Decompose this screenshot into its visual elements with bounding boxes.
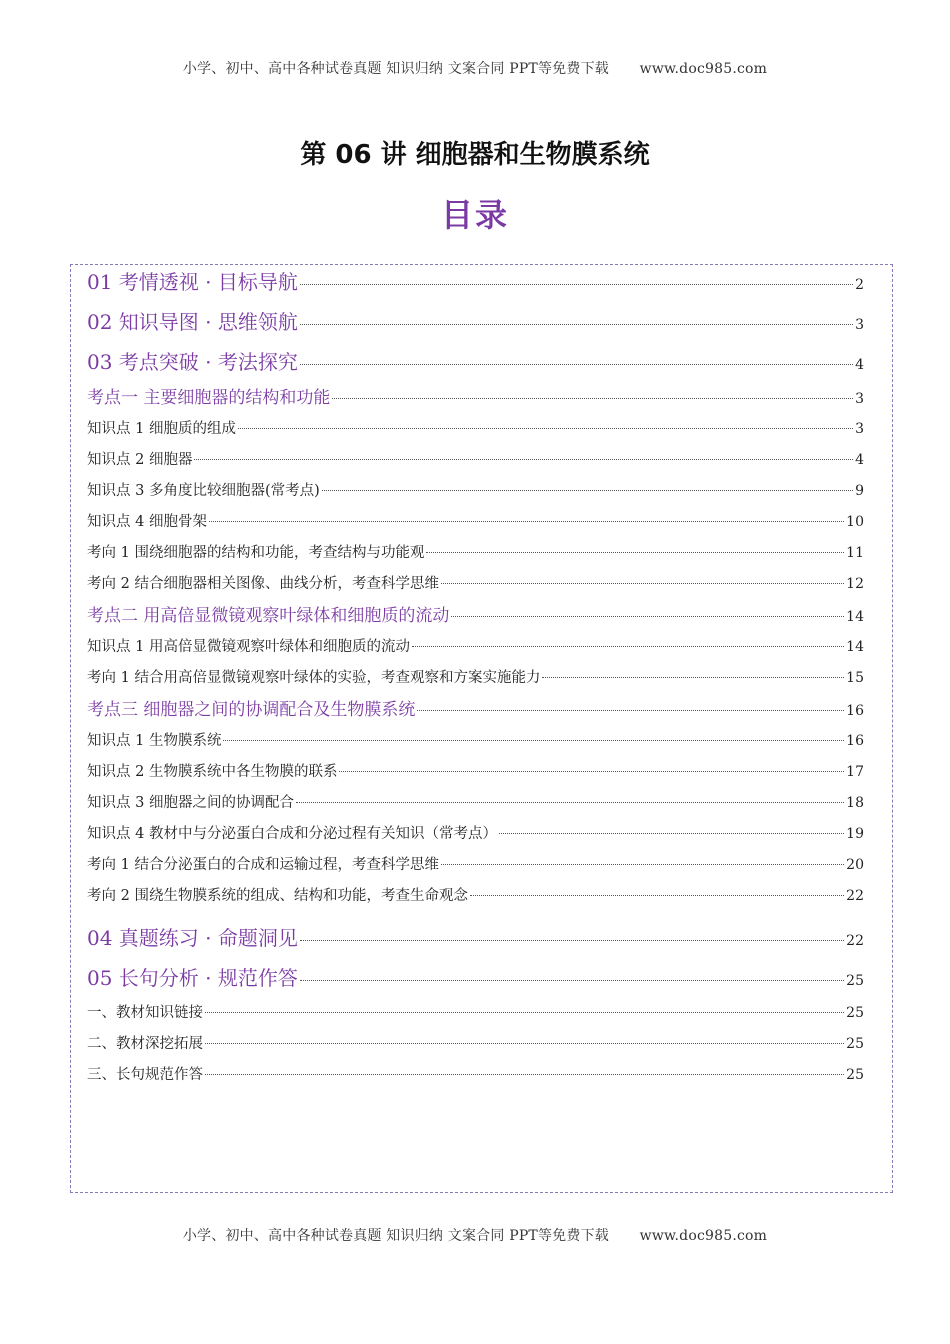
toc-entry[interactable] [87,262,864,302]
toc-leader-dots [451,616,844,617]
toc-leader-dots [542,677,844,678]
toc-entry-page: 22 [846,933,864,949]
toc-leader-dots [238,428,853,429]
toc-entry-page: 25 [846,1036,864,1052]
toc-entry-page: 17 [846,764,864,780]
toc-entry-label: 考向 2 围绕生物膜系统的组成、结构和功能，考查生命观念 [87,888,468,904]
toc-entry-page: 11 [846,545,864,561]
toc-leader-dots [470,895,844,896]
toc-leader-dots [412,646,844,647]
toc-entry-label: 考向 1 结合用高倍显微镜观察叶绿体的实验，考查观察和方案实施能力 [87,670,541,686]
toc-entry-label: 知识点 2 生物膜系统中各生物膜的联系 [87,764,338,780]
toc-leader-dots [300,940,844,941]
toc-heading: 目录 [440,196,509,234]
toc-leader-dots [300,284,853,285]
toc-entry-page: 2 [855,277,864,293]
toc-entry[interactable] [87,414,864,445]
toc-leader-dots [300,324,853,325]
footer-text: 小学、初中、高中各种试卷真题 知识归纳 文案合同 PPT等免费下载 [182,1228,609,1244]
toc-entry-label: 知识点 1 用高倍显微镜观察叶绿体和细胞质的流动 [87,639,410,655]
toc-entry[interactable] [87,998,864,1029]
toc-entry[interactable] [87,1060,864,1091]
toc-entry-label: 考向 1 围绕细胞器的结构和功能，考查结构与功能观 [87,545,425,561]
toc-entry-label: 知识点 1 生物膜系统 [87,733,222,749]
toc-entry[interactable] [87,694,864,726]
toc-entry[interactable] [87,507,864,538]
page-footer [0,1225,950,1245]
toc-leader-dots [300,364,853,365]
toc-entry-page: 25 [846,973,864,989]
toc-leader-dots [209,521,844,522]
toc-leader-dots [223,740,844,741]
toc-leader-dots [441,864,844,865]
table-of-contents [87,262,864,1091]
toc-entry[interactable] [87,569,864,600]
toc-entry-page: 15 [846,670,864,686]
toc-entry-page: 3 [855,317,864,333]
toc-entry-page: 4 [855,452,864,468]
toc-entry-page: 18 [846,795,864,811]
toc-entry[interactable] [87,918,864,958]
toc-entry-page: 25 [846,1067,864,1083]
toc-entry-label: 02 知识导图 · 思维领航 [87,310,298,334]
toc-leader-dots [441,583,844,584]
toc-entry-page: 14 [846,639,864,655]
toc-entry-label: 01 考情透视 · 目标导航 [87,270,298,294]
toc-leader-dots [296,802,844,803]
toc-entry[interactable] [87,302,864,342]
toc-entry[interactable] [87,819,864,850]
toc-entry-page: 3 [855,421,864,437]
toc-entry[interactable] [87,342,864,382]
toc-entry[interactable] [87,958,864,998]
toc-entry[interactable] [87,757,864,788]
toc-entry-page: 4 [855,357,864,373]
toc-entry-page: 19 [846,826,864,842]
footer-url[interactable]: www.doc985.com [639,1228,768,1244]
toc-leader-dots [194,459,853,460]
toc-leader-dots [300,980,844,981]
toc-entry[interactable] [87,600,864,632]
toc-leader-dots [426,552,844,553]
toc-entry-label: 知识点 1 细胞质的组成 [87,421,236,437]
toc-entry[interactable] [87,476,864,507]
toc-entry[interactable] [87,663,864,694]
toc-entry-page: 16 [846,733,864,749]
toc-entry-page: 10 [846,514,864,530]
toc-entry-label: 二、教材深挖拓展 [87,1036,203,1052]
toc-entry-label: 知识点 2 细胞器 [87,452,193,468]
toc-entry[interactable] [87,726,864,757]
toc-entry-page: 16 [846,703,864,719]
toc-entry-page: 3 [855,391,864,407]
toc-entry-page: 25 [846,1005,864,1021]
toc-entry-label: 三、长句规范作答 [87,1067,203,1083]
toc-entry-label: 考向 2 结合细胞器相关图像、曲线分析，考查科学思维 [87,576,439,592]
toc-entry[interactable] [87,881,864,912]
toc-entry-label: 04 真题练习 · 命题洞见 [87,926,298,950]
document-title: 第 06 讲 细胞器和生物膜系统 [300,140,650,170]
toc-entry-label: 一、教材知识链接 [87,1005,203,1021]
toc-entry-page: 9 [855,483,864,499]
toc-entry-label: 知识点 4 教材中与分泌蛋白合成和分泌过程有关知识（常考点） [87,826,497,842]
toc-leader-dots [339,771,844,772]
toc-leader-dots [332,398,853,399]
toc-entry-label: 05 长句分析 · 规范作答 [87,966,298,990]
toc-entry-label: 03 考点突破 · 考法探究 [87,350,298,374]
toc-leader-dots [322,490,853,491]
toc-entry[interactable] [87,538,864,569]
toc-entry-label: 考向 1 结合分泌蛋白的合成和运输过程，考查科学思维 [87,857,439,873]
toc-entry-page: 22 [846,888,864,904]
toc-entry[interactable] [87,850,864,881]
toc-entry-label: 知识点 3 细胞器之间的协调配合 [87,795,294,811]
toc-entry-label: 知识点 4 细胞骨架 [87,514,207,530]
toc-entry-label: 考点三 细胞器之间的协调配合及生物膜系统 [87,700,416,720]
toc-entry[interactable] [87,445,864,476]
toc-entry-label: 考点一 主要细胞器的结构和功能 [87,388,331,408]
toc-entry-page: 12 [846,576,864,592]
toc-entry[interactable] [87,788,864,819]
header-text: 小学、初中、高中各种试卷真题 知识归纳 文案合同 PPT等免费下载 [182,61,609,77]
toc-entry-page: 14 [846,609,864,625]
toc-leader-dots [205,1043,844,1044]
toc-entry-label: 知识点 3 多角度比较细胞器(常考点) [87,483,320,499]
page-header [0,58,950,78]
toc-entry-label: 考点二 用高倍显微镜观察叶绿体和细胞质的流动 [87,606,450,626]
toc-leader-dots [205,1074,844,1075]
toc-entry[interactable] [87,1029,864,1060]
toc-entry[interactable] [87,382,864,414]
header-url[interactable]: www.doc985.com [639,61,768,77]
toc-entry-page: 20 [846,857,864,873]
toc-leader-dots [499,833,844,834]
toc-leader-dots [417,710,844,711]
toc-entry[interactable] [87,632,864,663]
toc-leader-dots [205,1012,844,1013]
